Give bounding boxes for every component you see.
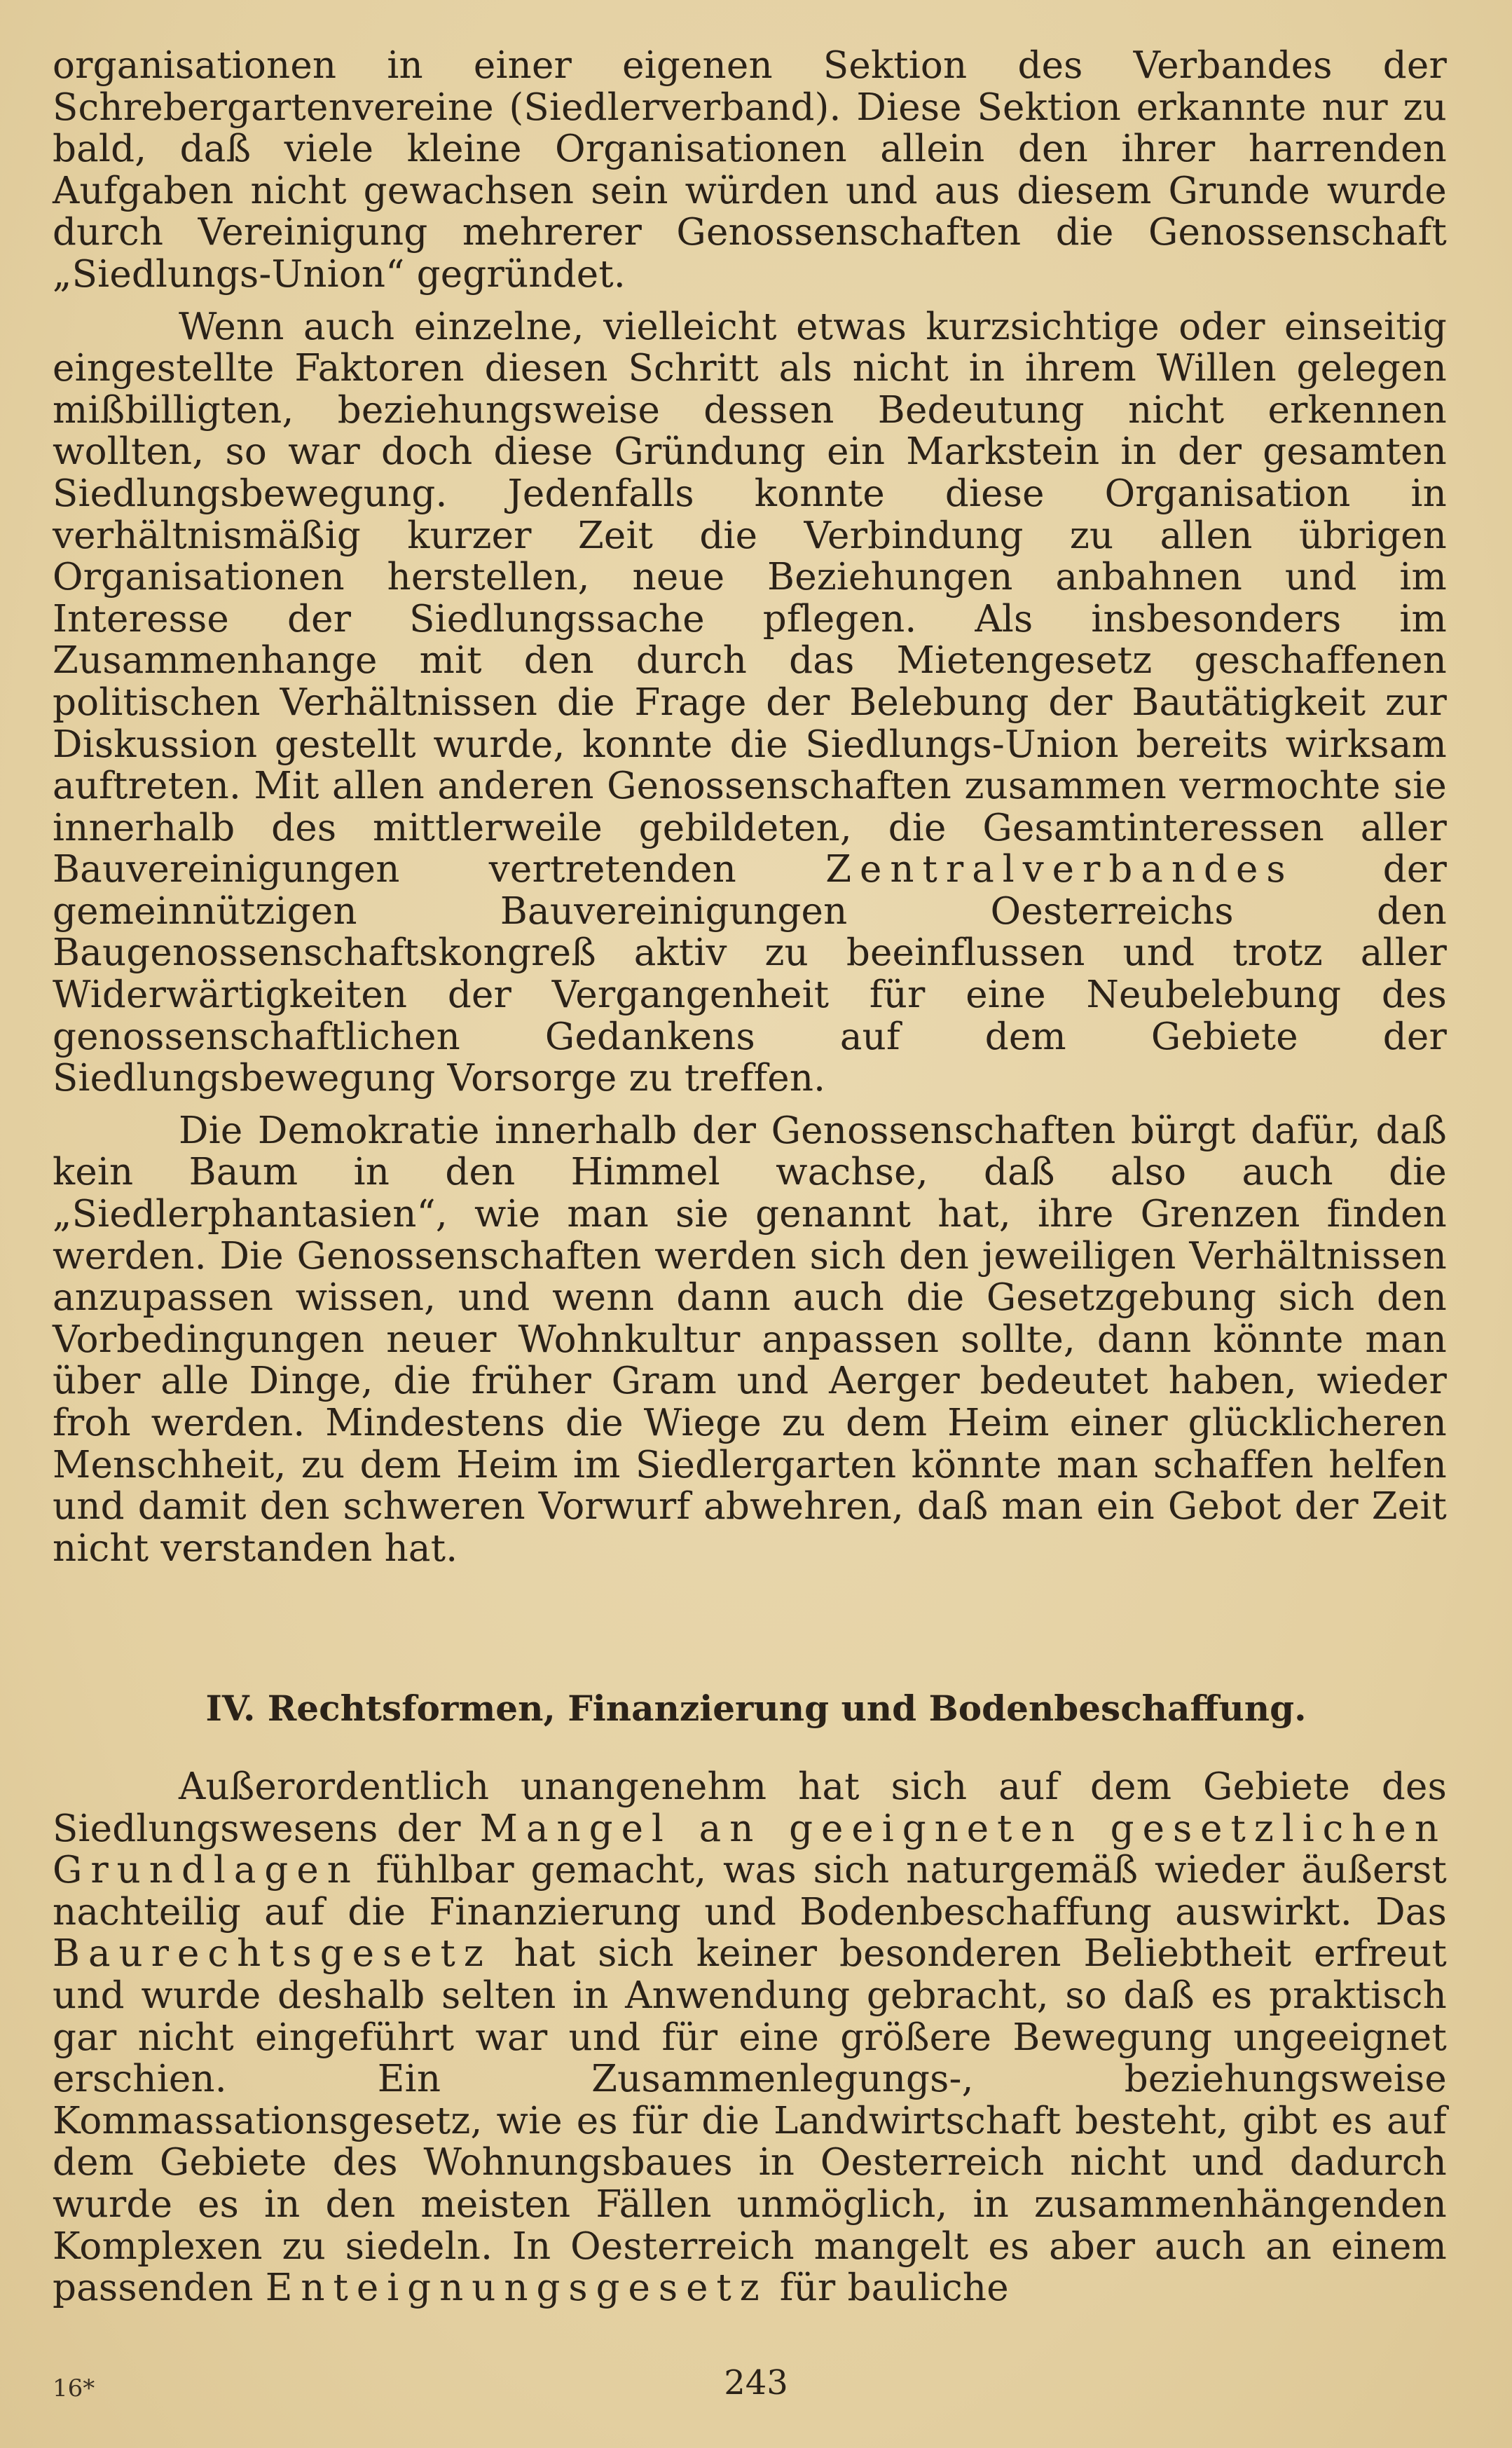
paragraph-2-spaced-term: Zentralverbandes <box>825 848 1294 891</box>
section-paragraph <box>53 1766 1447 2309</box>
section-text-2: fühlbar gemacht, was sich naturgemäß wieder äußerst nachteilig auf die Finanzierung und Bodenbeschaffung auswirkt. Das <box>53 1849 1447 1934</box>
section-text-1: Außerordentlich unangenehm hat sich auf dem Gebiete des Siedlungswesens der <box>53 1765 1447 1850</box>
paragraph-2 <box>53 306 1447 1100</box>
section-heading: IV. Rechtsformen, Finanzierung und Bodenbeschaffung. <box>205 1688 1307 1729</box>
section-text-3: hat sich keiner besonderen Beliebtheit erfreut und wurde deshalb selten in Anwendung gebracht, so daß es praktisch gar nicht eingeführt war und für eine größere Bewegung ungeeignet erschien. Ein Zusammenlegungs-, beziehungsweise Kommassationsgesetz, wie es für die Landwirtschaft besteht, gibt es auf dem Gebiete des Wohnungsbaues in Oesterreich nicht und dadurch wurde es in den meisten Fällen unmöglich, in zusammenhängenden Komplexen zu siedeln. In Oesterreich mangelt es aber auch an einem passenden <box>53 1932 1447 2310</box>
section-spaced-3: Enteignungsgesetz <box>265 2266 768 2310</box>
paragraph-2-text-a: Wenn auch einzelne, vielleicht etwas kurzsichtige oder einseitig eingestellte Faktoren diesen Schritt als nicht in ihrem Willen gelegen mißbilligten, beziehungsweise dessen Bedeutung nicht erkennen wollten, so war doch diese Gründung ein Markstein in der gesamten Siedlungsbewegung. Jedenfalls konnte diese Organisation in verhältnismäßig kurzer Zeit die Verbindung zu allen übrigen Organisationen herstellen, neue Beziehungen anbahnen und im Interesse der Siedlungssache pflegen. Als insbesonders im Zusammenhange mit den durch das Mietengesetz geschaffenen politischen Verhältnissen die Frage der Belebung der Bautätigkeit zur Diskussion gestellt wurde, konnte die Siedlungs-Union bereits wirksam auftreten. Mit allen anderen Genossenschaften zusammen vermochte sie innerhalb des mittlerweile gebildeten, die Gesamtinteressen aller Bauvereinigungen vertretenden <box>53 305 1447 891</box>
section-spaced-1: Mangel an geeigneten gesetzlichen Grundlagen <box>53 1807 1447 1892</box>
page-body <box>53 45 1447 1569</box>
paragraph-3: Die Demokratie innerhalb der Genossenschaften bürgt dafür, daß kein Baum in den Himmel wachse, daß also auch die „Siedlerphantasien“, wie man sie genannt hat, ihre Grenzen finden werden. Die Genossenschaften werden sich den jeweiligen Verhältnissen anzupassen wissen, und wenn dann auch die Gesetzgebung sich den Vorbedingungen neuer Wohnkultur anpassen sollte, dann könnte man über alle Dinge, die früher Gram und Aerger bedeutet haben, wieder froh werden. Mindestens die Wiege zu dem Heim einer glücklicheren Menschheit, zu dem Heim im Siedlergarten könnte man schaffen helfen und damit den schweren Vorwurf abwehren, daß man ein Gebot der Zeit nicht verstanden hat. <box>53 1109 1447 1570</box>
page-number: 243 <box>724 2363 788 2402</box>
printer-signature: 16* <box>53 2374 95 2402</box>
section-text-4: für bauliche <box>767 2266 1009 2310</box>
section-spaced-2: Baurechtsgesetz <box>53 1932 492 1976</box>
paragraph-2-text-b: der gemeinnützigen Bauvereinigungen Oesterreichs den Baugenossenschaftskongreß aktiv zu beeinflussen und trotz aller Widerwärtigkeiten der Vergangenheit für eine Neubelebung des genossenschaftlichen Gedankens auf dem Gebiete der Siedlungsbewegung Vorsorge zu treffen. <box>53 848 1447 1100</box>
section-body <box>53 1766 1447 2309</box>
paragraph-1: organisationen in einer eigenen Sektion des Verbandes der Schrebergartenvereine (Siedlerverband). Diese Sektion erkannte nur zu bald, daß viele kleine Organisationen allein den ihrer harrenden Aufgaben nicht gewachsen sein würden und aus diesem Grunde wurde durch Vereinigung mehrerer Genossenschaften die Genossenschaft „Siedlungs-Union“ gegründet. <box>53 44 1447 296</box>
